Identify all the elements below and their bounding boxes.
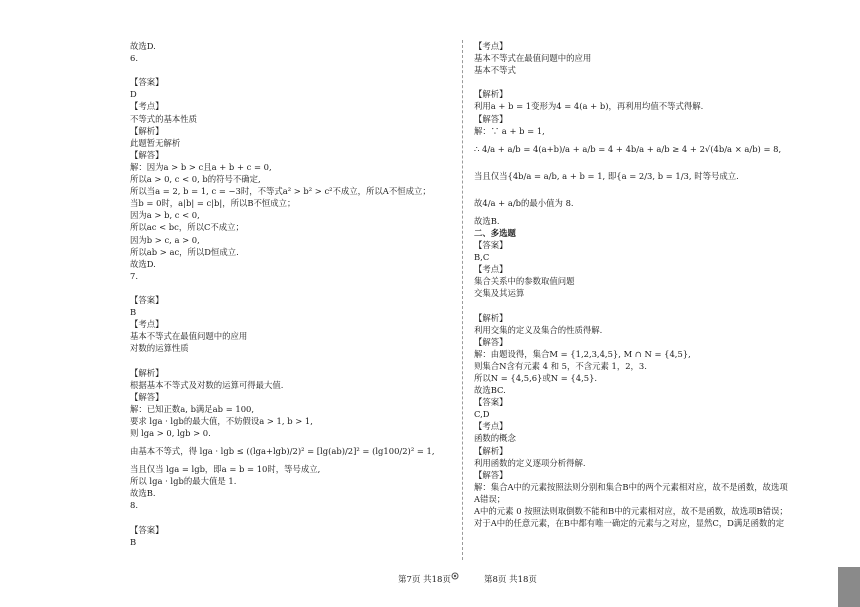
viewer-corner-block	[838, 567, 860, 607]
section-heading: 【答案】	[474, 397, 508, 408]
text-line: 所以 lga · lgb的最大值是 1.	[130, 476, 237, 487]
section-heading: 【考点】	[474, 421, 508, 432]
column-divider	[462, 40, 463, 560]
text-line: 故选B.	[130, 488, 156, 499]
text-line	[130, 282, 450, 294]
question-number: 7.	[130, 270, 138, 281]
text-line	[130, 354, 450, 366]
text-line: 故选B.	[474, 215, 500, 226]
text-line	[130, 64, 450, 76]
text-line: 利用a + b = 1变形为4 = 4(a + b)，再利用均值不等式得解.	[474, 101, 704, 112]
answer-value: B	[130, 536, 137, 547]
text-line: 根据基本不等式及对数的运算可得最大值.	[130, 379, 284, 390]
left-column	[130, 40, 450, 548]
question-number: 8.	[130, 500, 138, 511]
text-line: 要求 lga · lgb的最大值，不妨假设a > 1, b > 1,	[130, 415, 313, 426]
formula-line: 故4/a + a/b的最小值为 8.	[474, 197, 574, 208]
text-line: 因为a > b, c < 0,	[130, 210, 200, 221]
text-line: 函数的概念	[474, 433, 516, 444]
text-line: 则 lga > 0, lgb > 0.	[130, 428, 211, 438]
text-line: 此题暂无解析	[130, 137, 181, 148]
text-line: 故选BC.	[474, 385, 506, 396]
section-heading: 【解析】	[130, 367, 164, 378]
section-heading: 【解析】	[474, 89, 508, 100]
text-line: 对数的运算性质	[130, 343, 189, 354]
text-line: 解：已知正数a, b满足ab = 100,	[130, 403, 255, 414]
text-line: 基本不等式	[474, 65, 516, 76]
text-line	[474, 76, 810, 88]
section-heading: 【考点】	[474, 41, 508, 51]
page-number-left: 第7页 共18页	[398, 575, 451, 585]
text-line: 所以ab > ac，所以D恒成立.	[130, 246, 239, 257]
answer-value: C,D	[474, 409, 490, 420]
section-heading: 【解答】	[474, 113, 508, 124]
text-line: 集合关系中的参数取值问题	[474, 276, 575, 287]
text-line: 则集合N含有元素 4 和 5，不含元素 1，2，3.	[474, 360, 647, 371]
text-line: 所以N = {4,5,6}或N = {4,5}.	[474, 372, 598, 383]
text-line: 解：由题设得，集合M = {1,2,3,4,5}, M ∩ N = {4,5},	[474, 348, 691, 359]
right-column	[474, 40, 810, 529]
page-separator-icon	[451, 572, 459, 580]
text-line: 对于A中的任意元素，在B中都有唯一确定的元素与之对应，显然C，D满足函数的定	[474, 518, 785, 529]
text-line: 交集及其运算	[474, 288, 525, 299]
section-heading: 【解析】	[130, 125, 164, 136]
text-line: 当且仅当 lga = lgb，即a = b = 10时，等号成立,	[130, 464, 321, 475]
section-heading: 【考点】	[130, 101, 164, 112]
formula-line: 当且仅当{4b/a = a/b, a + b = 1, 即{a = 2/3, b = 1/3, 时等号成立.	[474, 170, 739, 181]
text-line: 所以当a = 2, b = 1, c = −3时，不等式a² > b² > c²不成立，所以A不恒成立；	[130, 186, 431, 197]
formula-line: ∴ 4/a + a/b = 4(a+b)/a + a/b = 4 + 4b/a + a/b ≥ 4 + 2√(4b/a × a/b) = 8,	[474, 143, 782, 154]
text-line: 利用函数的定义逐项分析得解.	[474, 457, 586, 468]
section-heading: 【答案】	[130, 294, 164, 305]
section-heading: 【考点】	[130, 319, 164, 330]
text-line	[474, 299, 810, 311]
formula-line: 由基本不等式，得 lga · lgb ≤ ((lga+lgb)/2)² = [lg(ab)/2]² = (lg100/2)² = 1,	[130, 446, 435, 457]
text-line: 基本不等式在最值问题中的应用	[130, 331, 248, 342]
text-line: 所以ac < bc，所以C不成立；	[130, 222, 244, 233]
text-line: 当b = 0时，a|b| = c|b|，所以B不恒成立；	[130, 198, 296, 209]
section-heading: 【解答】	[130, 149, 164, 160]
section-heading: 【解析】	[474, 312, 508, 323]
text-line: A错误；	[474, 493, 506, 504]
question-number: 6.	[130, 53, 138, 64]
text-line: 不等式的基本性质	[130, 113, 197, 124]
section-heading: 【解答】	[130, 391, 164, 402]
text-line: 解：集合A中的元素按照法则分别和集合B中的两个元素相对应，故不是函数，故选项	[474, 481, 788, 492]
text-line: 因为b > c, a > 0,	[130, 234, 200, 245]
part-heading: 二、多选题	[474, 227, 516, 238]
section-heading: 【解析】	[474, 445, 508, 456]
section-heading: 【考点】	[474, 264, 508, 275]
section-heading: 【答案】	[130, 77, 164, 88]
text-line: 利用交集的定义及集合的性质得解.	[474, 324, 603, 335]
answer-value: B,C	[474, 252, 490, 263]
text-line: 解：∵ a + b = 1,	[474, 125, 545, 136]
answer-value: D	[130, 89, 137, 100]
page-number-right: 第8页 共18页	[484, 575, 537, 585]
section-heading: 【答案】	[474, 239, 508, 250]
section-heading: 【答案】	[130, 524, 164, 535]
text-line: A中的元素 0 按照法则取倒数不能和B中的元素相对应，故不是函数，故选项B错误；	[474, 506, 788, 516]
text-line: 解：因为a > b > c且a + b + c = 0,	[130, 161, 272, 172]
answer-value: B	[130, 307, 137, 318]
text-line: 故选D.	[130, 41, 156, 51]
section-heading: 【解答】	[474, 469, 508, 480]
section-heading: 【解答】	[474, 336, 508, 347]
text-line: 故选D.	[130, 258, 156, 269]
text-line: 所以a > 0, c < 0, b的符号不确定,	[130, 174, 261, 185]
text-line: 基本不等式在最值问题中的应用	[474, 53, 592, 64]
text-line	[130, 511, 450, 523]
